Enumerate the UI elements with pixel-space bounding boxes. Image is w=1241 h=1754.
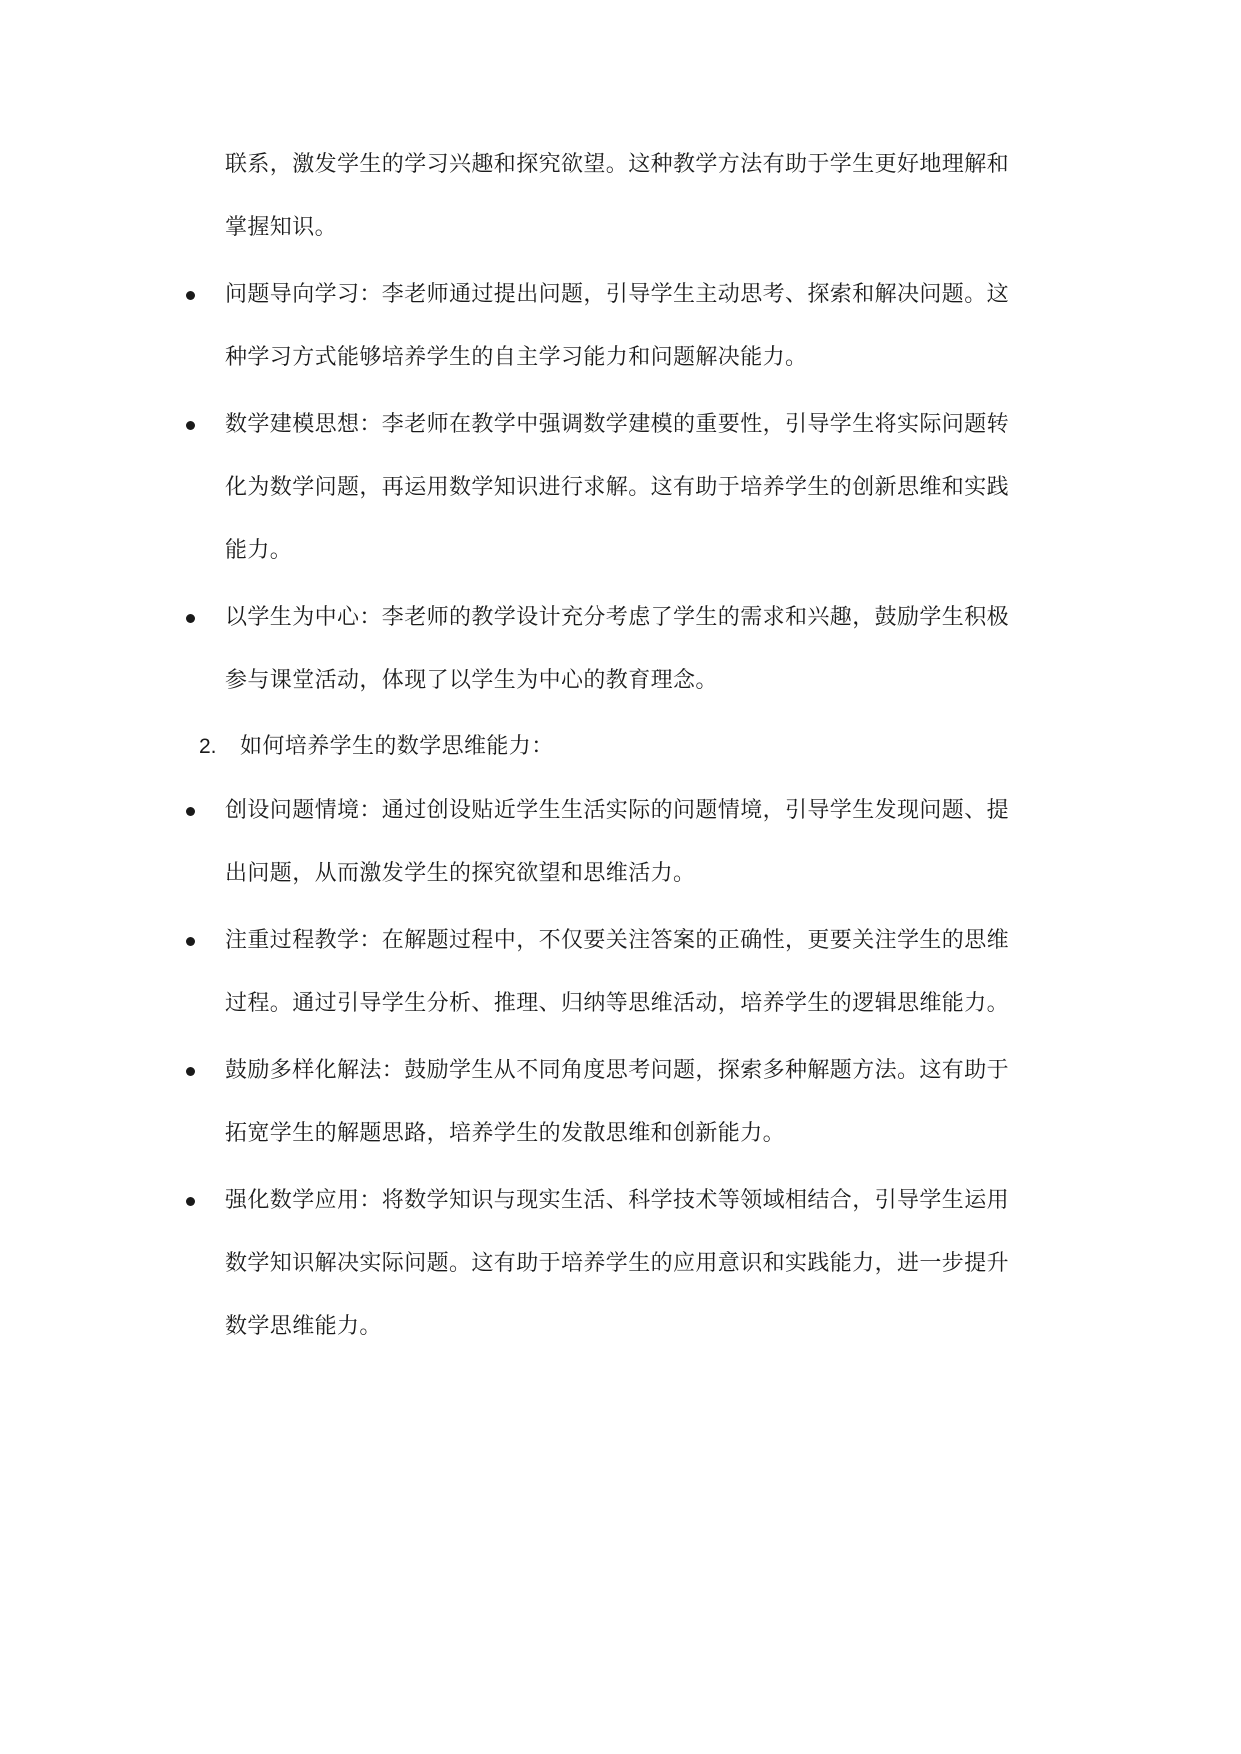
list-item-line: 数学建模思想：李老师在教学中强调数学建模的重要性，引导学生将实际问题转 bbox=[225, 412, 1010, 437]
paragraph-line: 掌握知识。 bbox=[225, 215, 338, 240]
bullet-icon bbox=[186, 291, 195, 300]
section-number: 2. bbox=[199, 735, 217, 758]
list-item-line: 强化数学应用：将数学知识与现实生活、科学技术等领域相结合，引导学生运用 bbox=[225, 1188, 1010, 1213]
list-item-line: 过程。通过引导学生分析、推理、归纳等思维活动，培养学生的逻辑思维能力。 bbox=[225, 991, 1010, 1016]
list-item-line: 数学知识解决实际问题。这有助于培养学生的应用意识和实践能力，进一步提升 bbox=[225, 1251, 1010, 1276]
list-item-line: 鼓励多样化解法：鼓励学生从不同角度思考问题，探索多种解题方法。这有助于 bbox=[225, 1058, 1010, 1083]
list-item-line: 拓宽学生的解题思路，培养学生的发散思维和创新能力。 bbox=[225, 1121, 786, 1146]
list-item-line: 出问题，从而激发学生的探究欲望和思维活力。 bbox=[225, 861, 696, 886]
bullet-icon bbox=[186, 937, 195, 946]
list-item-line: 数学思维能力。 bbox=[225, 1314, 382, 1339]
list-item-line: 化为数学问题，再运用数学知识进行求解。这有助于培养学生的创新思维和实践 bbox=[225, 475, 1010, 500]
bullet-icon bbox=[186, 1197, 195, 1206]
list-item-line: 注重过程教学：在解题过程中，不仅要关注答案的正确性，更要关注学生的思维 bbox=[225, 928, 1010, 953]
section-heading: 如何培养学生的数学思维能力： bbox=[240, 734, 554, 759]
bullet-icon bbox=[186, 807, 195, 816]
bullet-icon bbox=[186, 421, 195, 430]
bullet-icon bbox=[186, 1067, 195, 1076]
list-item-line: 参与课堂活动，体现了以学生为中心的教育理念。 bbox=[225, 668, 718, 693]
paragraph-line: 联系，激发学生的学习兴趣和探究欲望。这种教学方法有助于学生更好地理解和 bbox=[225, 152, 1010, 177]
bullet-icon bbox=[186, 614, 195, 623]
list-item-line: 能力。 bbox=[225, 538, 293, 563]
list-item-line: 问题导向学习：李老师通过提出问题，引导学生主动思考、探索和解决问题。这 bbox=[225, 282, 1010, 307]
list-item-line: 种学习方式能够培养学生的自主学习能力和问题解决能力。 bbox=[225, 345, 808, 370]
list-item-line: 以学生为中心：李老师的教学设计充分考虑了学生的需求和兴趣，鼓励学生积极 bbox=[225, 605, 1010, 630]
list-item-line: 创设问题情境：通过创设贴近学生生活实际的问题情境，引导学生发现问题、提 bbox=[225, 798, 1010, 823]
